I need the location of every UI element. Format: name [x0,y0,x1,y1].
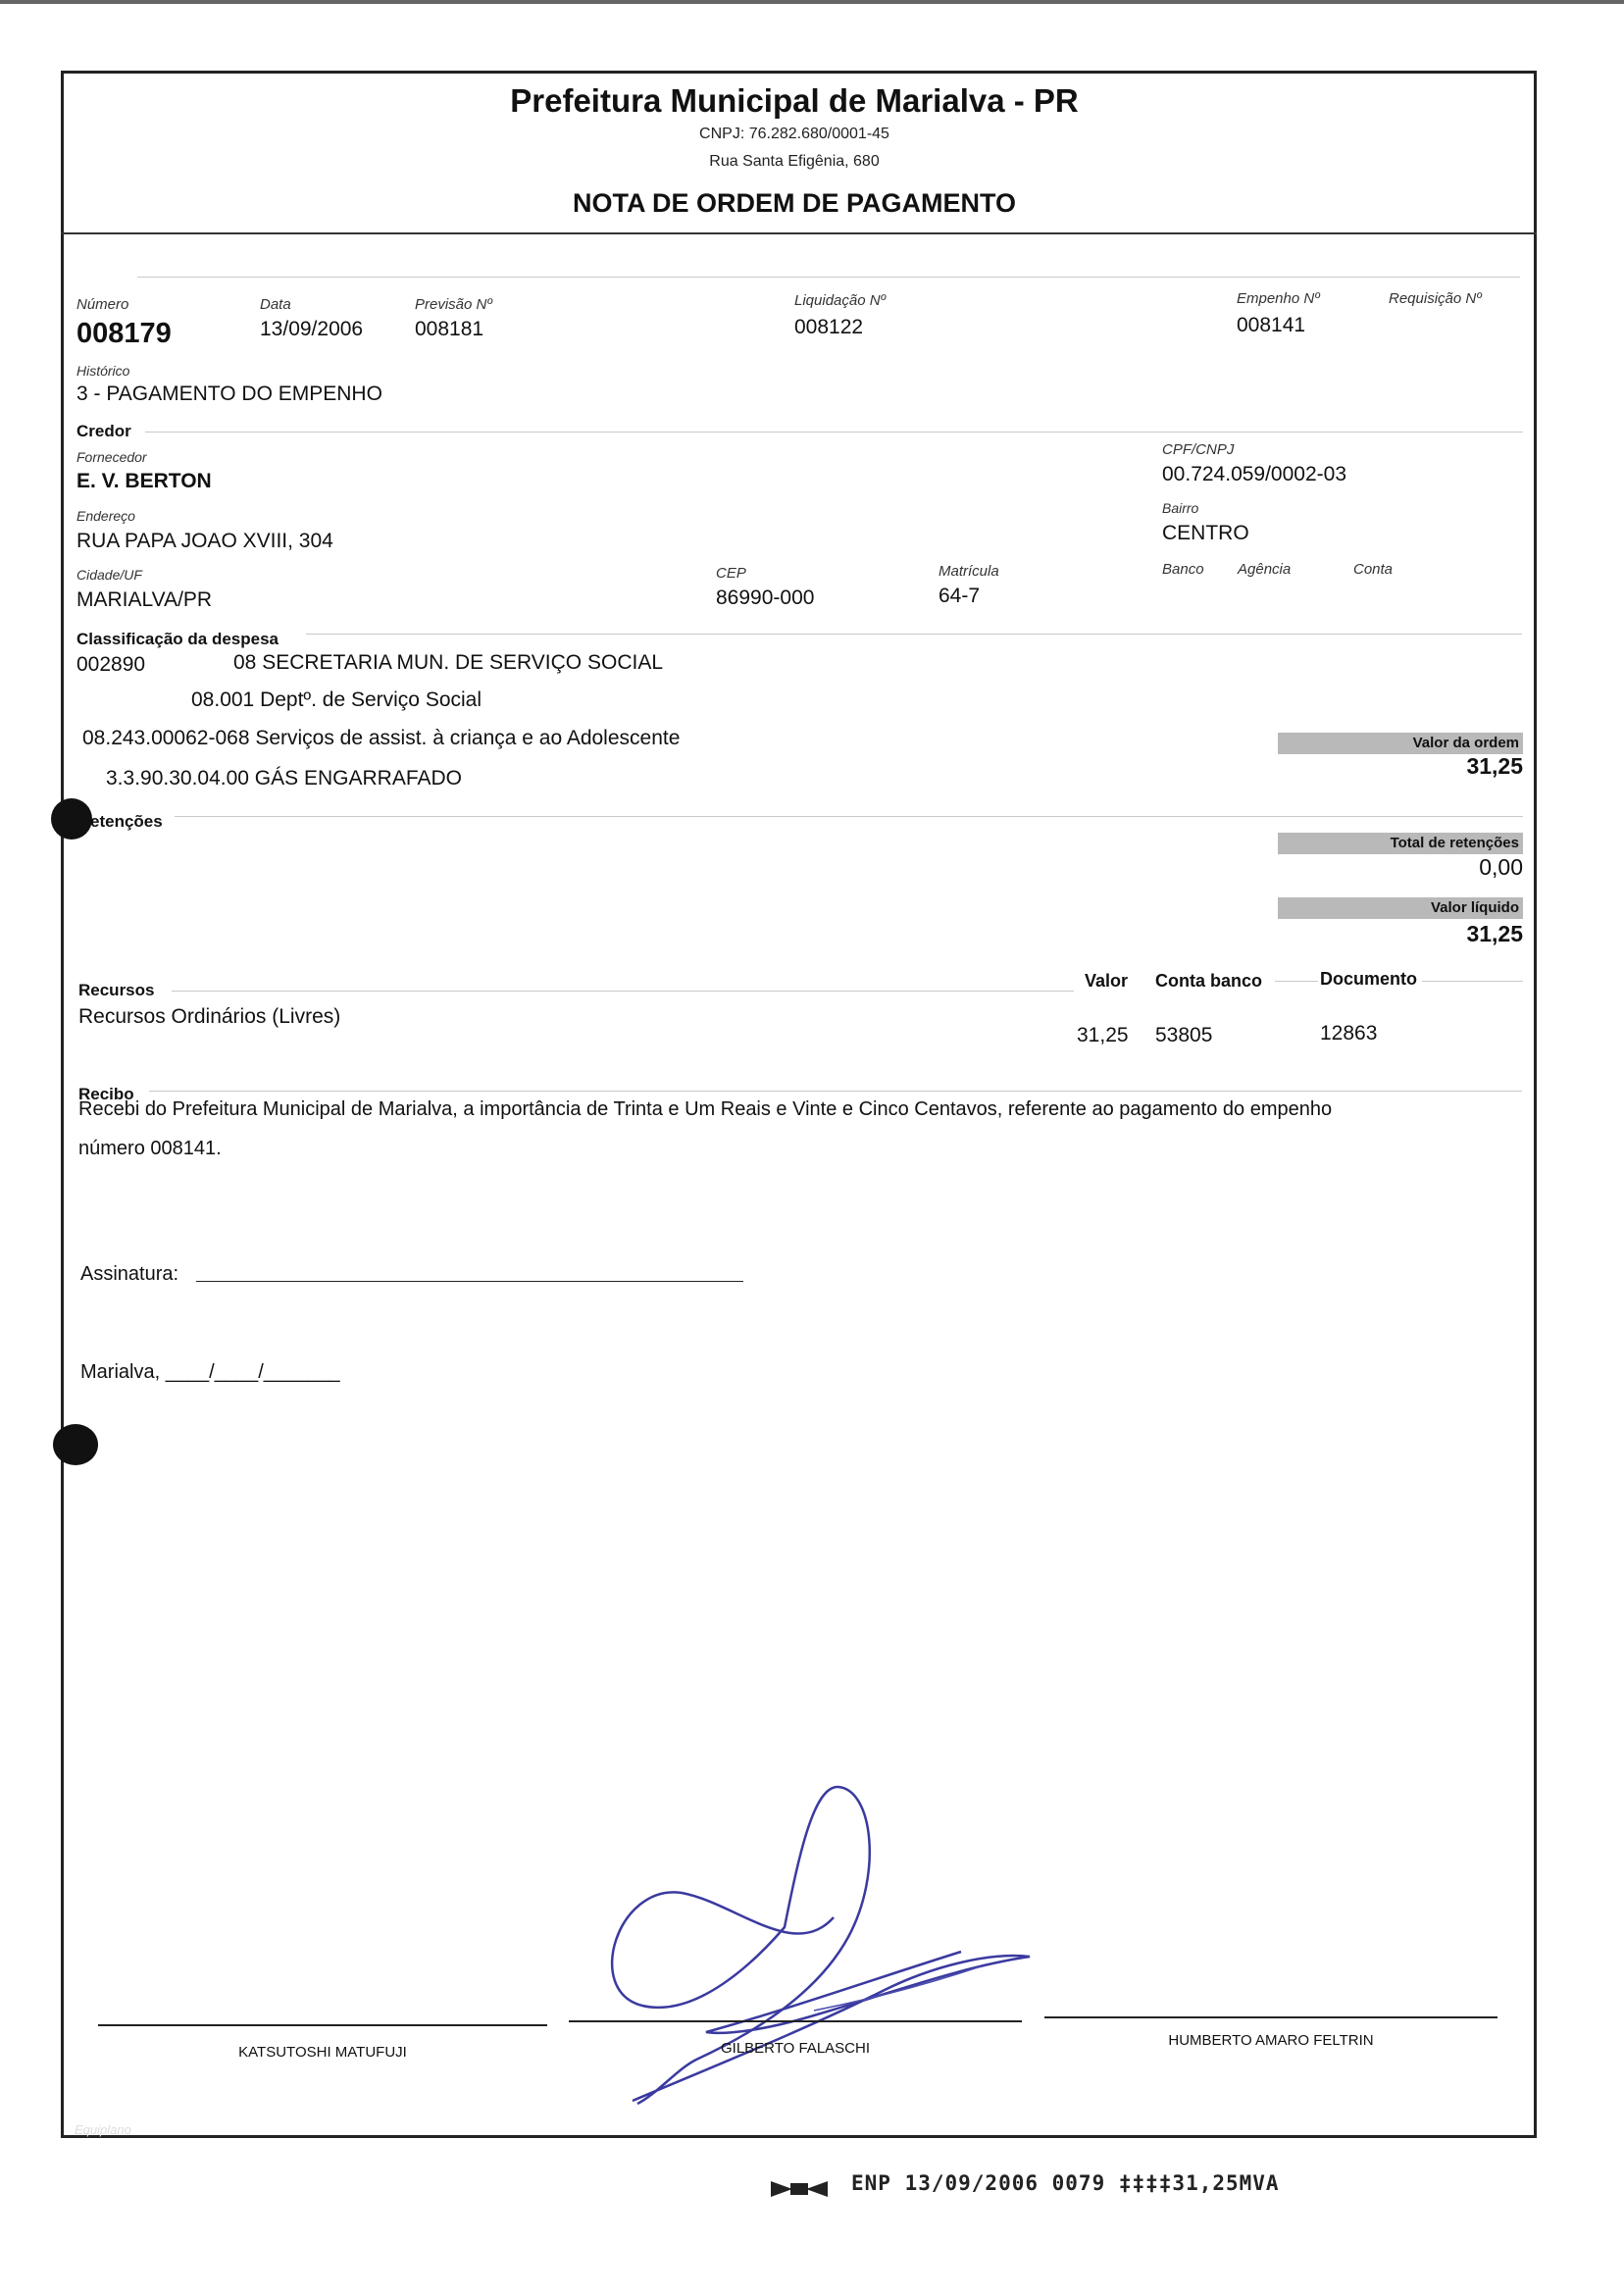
signature-line-2 [569,2020,1022,2022]
classificacao-rule [306,634,1522,635]
recursos-documento-label: Documento [1320,969,1417,989]
endereco-label: Endereço [76,508,135,524]
recursos-valor-label: Valor [1085,971,1129,991]
fornecedor-value: E. V. BERTON [76,470,212,492]
address-text: Rua Santa Efigênia, 680 [709,153,880,170]
bairro-value: CENTRO [1162,522,1249,544]
data-value: 13/09/2006 [260,318,364,340]
matricula-value: 64-7 [939,585,981,607]
total-retencoes-label: Total de retenções [1278,833,1523,854]
order-top-rule [137,277,1520,278]
banco-label: Banco [1162,561,1204,578]
classificacao-line-3: 08.243.00062-068 Serviços de assist. à criança e ao Adolescente [82,727,681,749]
cep-value: 86990-000 [716,586,815,609]
cpf-label: CPF/CNPJ [1162,441,1235,458]
empenho-label: Empenho Nº [1237,290,1320,307]
recursos-conta: 53805 [1155,1024,1213,1046]
document-title: NOTA DE ORDEM DE PAGAMENTO [572,188,1016,218]
historico-value: 3 - PAGAMENTO DO EMPENHO [76,382,382,405]
previsao-value: 008181 [415,318,484,340]
punch-hole-mark [51,798,92,840]
recibo-text-line-1: Recebi do Prefeitura Municipal de Marialva, a importância de Trinta e Um Reais e Vinte e Cinco Centavos, referente ao pagamento do empenho [78,1098,1333,1120]
classificacao-line-4: 3.3.90.30.04.00 GÁS ENGARRAFADO [106,767,463,790]
valor-liquido-label: Valor líquido [1278,897,1523,919]
recursos-documento: 12863 [1320,1022,1378,1045]
classificacao-section-title: Classificação da despesa [76,630,279,648]
recursos-rule [172,991,1074,992]
requisicao-label: Requisição Nº [1389,290,1482,307]
recursos-header-rule-2 [1422,981,1523,982]
assinatura-line [196,1281,743,1282]
empenho-value: 008141 [1237,314,1306,336]
recibo-rule [149,1091,1522,1092]
agencia-label: Agência [1238,561,1292,578]
recibo-text-line-2: número 008141. [78,1138,222,1159]
cidade-value: MARIALVA/PR [76,588,213,611]
recursos-descricao: Recursos Ordinários (Livres) [78,1005,341,1028]
liquidacao-value: 008122 [794,316,864,338]
valor-ordem-value: 31,25 [1466,753,1523,779]
cep-label: CEP [716,565,746,582]
local-data-line: Marialva, ____/____/_______ [80,1361,340,1383]
credor-rule [145,432,1523,433]
payment-stamp: ENP 13/09/2006 0079 ‡‡‡‡31,25MVA [851,2171,1280,2195]
punch-hole-mark-2 [53,1424,98,1465]
recibo-section-title: Recibo [78,1085,134,1103]
signatory-3: HUMBERTO AMARO FELTRIN [1168,2032,1374,2049]
recursos-section-title: Recursos [78,981,155,999]
matricula-label: Matrícula [939,563,999,580]
recursos-header-rule [1275,981,1318,982]
numero-label: Número [76,296,129,313]
handwritten-signature [588,1765,1059,2118]
cidade-label: Cidade/UF [76,567,142,583]
cnpj-text: CNPJ: 76.282.680/0001-45 [699,126,889,142]
valor-ordem-label: Valor da ordem [1278,733,1523,754]
signatory-2: GILBERTO FALASCHI [721,2040,870,2057]
retencoes-rule [175,816,1523,817]
assinatura-label: Assinatura: [80,1263,179,1285]
classificacao-line-2: 08.001 Deptº. de Serviço Social [191,688,482,711]
software-watermark: Equiplano [75,2122,131,2137]
previsao-label: Previsão Nº [415,296,492,313]
recursos-conta-label: Conta banco [1155,971,1263,991]
cpf-value: 00.724.059/0002-03 [1162,463,1347,485]
data-label: Data [260,296,291,313]
valor-liquido-value: 31,25 [1466,921,1523,946]
classificacao-line-1: 08 SECRETARIA MUN. DE SERVIÇO SOCIAL [233,651,664,674]
signature-line-1 [98,2024,547,2026]
credor-section-title: Credor [76,422,131,440]
signature-line-3 [1044,2016,1497,2018]
liquidacao-label: Liquidação Nº [794,292,887,309]
scan-top-edge [0,0,1624,4]
numero-value: 008179 [76,318,172,349]
classificacao-code: 002890 [76,653,146,676]
historico-label: Histórico [76,363,130,379]
bairro-label: Bairro [1162,500,1199,516]
fornecedor-label: Fornecedor [76,449,147,465]
recursos-valor: 31,25 [1077,1024,1129,1046]
page-title: Prefeitura Municipal de Marialva - PR [510,82,1079,119]
stamp-logo-icon [771,2179,828,2199]
total-retencoes-value: 0,00 [1479,854,1523,880]
signatory-1: KATSUTOSHI MATUFUJI [238,2044,407,2061]
header-divider [61,232,1537,234]
retencoes-section-title: etenções [90,812,163,831]
endereco-value: RUA PAPA JOAO XVIII, 304 [76,530,333,552]
conta-label: Conta [1353,561,1394,578]
